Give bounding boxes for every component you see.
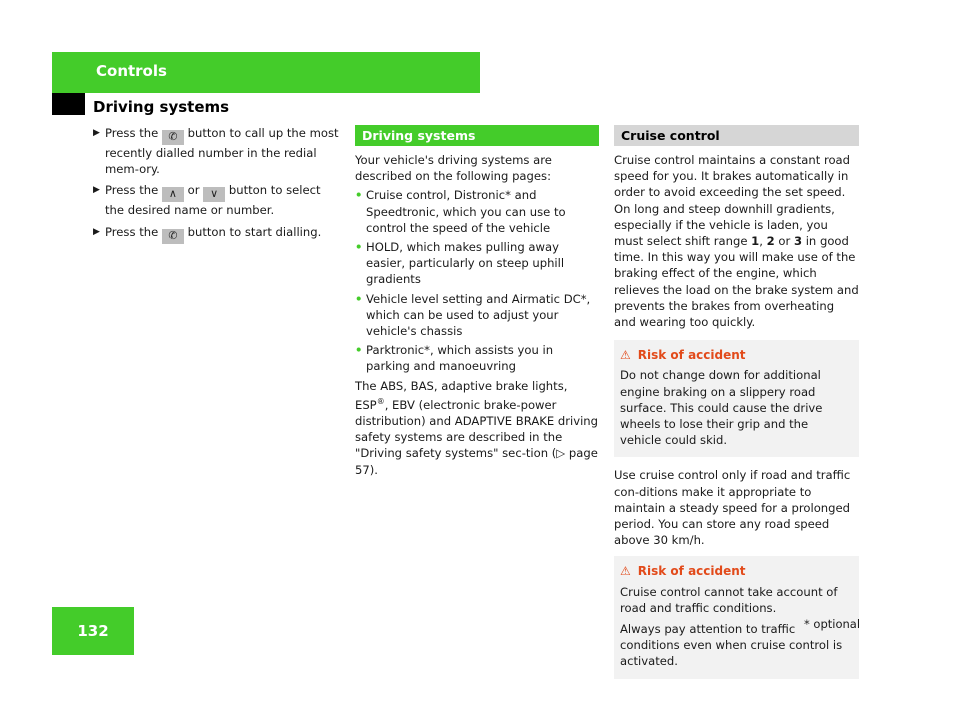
page-number: 132 (52, 607, 134, 655)
step-select: ▶ Press the ∧ or ∨ button to select the desired name or number. (93, 183, 321, 218)
page-reference-link[interactable]: ▷ page 57 (355, 446, 598, 477)
list-item: • HOLD, which makes pulling away easier, particularly on steep uphill gradients (355, 240, 565, 287)
list-item: • Cruise control, Distronic* and Speedtronic, which you can use to control the speed of the vehicle (355, 188, 566, 235)
footnote: * optional (804, 617, 861, 631)
safety-systems-paragraph: The ABS, BAS, adaptive brake lights, ESP®, EBV (electronic brake-power distribution) and ADAPTIVE BRAKE driving safety systems are described in the "Driving safety systems" sec-tion (▷ page 57). (355, 378, 599, 477)
list-item: • Vehicle level setting and Airmatic DC*, which can be used to adjust your vehicle's chassis (355, 291, 591, 339)
list-item: • Parktronic*, which assists you in parking and manoeuvring (355, 343, 554, 374)
step-arrow-icon: ▶ (93, 185, 100, 196)
column-1 (93, 125, 340, 249)
phone-icon: ✆ (162, 229, 184, 244)
bullet-dot-icon: • (355, 291, 363, 306)
step-dial: ▶ Press the ✆ button to start dialling. (93, 224, 322, 242)
bullet-dot-icon: • (355, 188, 363, 203)
driving-systems-heading: Driving systems (355, 125, 599, 146)
cruise-usage-paragraph: Use cruise control only if road and traffic con-ditions make it appropriate to maintain a steady speed for a prolonged period. You can store any road speed above 30 km/h. (614, 468, 851, 548)
up-icon: ∧ (162, 187, 184, 202)
bullet-dot-icon: • (355, 240, 363, 255)
subsection-title: Driving systems (93, 98, 230, 116)
section-title: Controls (96, 62, 167, 80)
warning-box: ⚠ Risk of accident Do not change down for additional engine braking on a slippery road surface. This could cause the drive wheels to lose their grip and the vehicle could skid. (614, 340, 859, 457)
step-redial: ▶ Press the ✆ button to call up the most recently dialled number in the redial mem-ory. (93, 126, 339, 177)
warning-triangle-icon: ⚠ (620, 564, 631, 579)
phone-icon: ✆ (162, 130, 184, 145)
cruise-intro-paragraph: Cruise control maintains a constant road speed for you. It brakes automatically in order to avoid exceeding the set speed. On long and steep downhill gradients, especially if the vehicle is laden, you must select shift range 1, 2 or 3 in good time. In this way you will make use of the braking effect of the engine, which relieves the load on the brake system and prevents the brakes from overheating and wearing too quickly. (614, 153, 859, 330)
cruise-control-heading: Cruise control (614, 125, 859, 146)
column-3 (614, 125, 859, 689)
column-2 (355, 125, 599, 478)
step-arrow-icon: ▶ (93, 226, 100, 237)
intro-text: Your vehicle's driving systems are described on the following pages: (355, 153, 552, 184)
warning-triangle-icon: ⚠ (620, 348, 631, 363)
step-arrow-icon: ▶ (93, 128, 100, 138)
bullet-dot-icon: • (355, 343, 363, 358)
warning-box: ⚠ Risk of accident Cruise control cannot take account of road and traffic conditions. Always pay attention to traffic conditions even when cruise control is activated. (614, 556, 859, 678)
subsection-marker (52, 93, 85, 115)
down-icon: ∨ (203, 187, 225, 202)
